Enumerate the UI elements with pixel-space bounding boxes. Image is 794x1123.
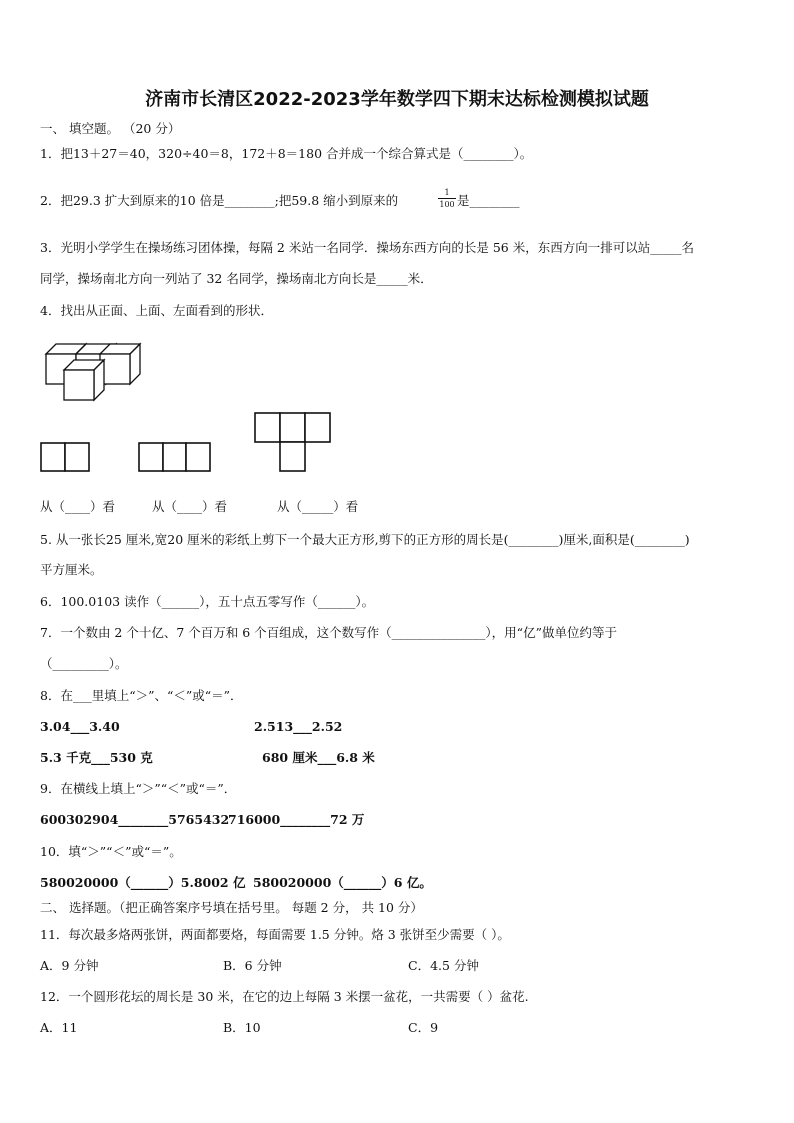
- question-11-option-c: C．4.5 分钟: [408, 958, 479, 973]
- question-8-item-b: 2.513___2.52: [254, 719, 343, 734]
- question-8-item-a: 3.04___3.40: [40, 719, 120, 734]
- question-2-part1: 2．把29.3 扩大到原来的10 倍是________;把59.8 缩小到原来的: [40, 193, 399, 208]
- question-9-item-a: 600302904________5765432: [40, 812, 230, 827]
- question-11-option-b: B．6 分钟: [223, 958, 282, 973]
- view-shape-b: [138, 442, 211, 472]
- question-10: 10．填“＞”“＜”或“＝”。: [40, 844, 182, 859]
- fraction-numerator: 1: [444, 188, 450, 197]
- question-2-part2: 是________: [457, 193, 520, 208]
- view-label-b: 从（____）看: [152, 499, 228, 514]
- view-shape-a: [40, 442, 90, 472]
- question-12: 12．一个圆形花坛的周长是 30 米，在它的边上每隔 3 米摆一盆花，一共需要（ ）盆花.: [40, 989, 529, 1004]
- question-3-line2: 同学，操场南北方向一列站了 32 名同学，操场南北方向长是_____米．: [40, 271, 433, 286]
- question-10-item-a: 580020000（______）5.8002 亿: [40, 875, 246, 890]
- question-7-line2: （_________）。: [40, 656, 128, 671]
- question-3-line1: 3．光明小学学生在操场练习团体操，每隔 2 米站一名同学．操场东西方向的长是 56 米，东西方向一排可以站_____名: [40, 240, 694, 255]
- section-1-heading: 一、 填空题。 （20 分）: [40, 121, 181, 136]
- question-1: 1．把13＋27＝40，320÷40＝8，172＋8＝180 合并成一个综合算式是（________）。: [40, 146, 533, 161]
- question-7-line1: 7．一个数由 2 个十亿、7 个百万和 6 个百组成，这个数写作（_______________），用“亿”做单位约等于: [40, 625, 617, 640]
- question-8: 8．在___里填上“＞”、“＜”或“＝”．: [40, 688, 243, 703]
- question-12-option-b: B．10: [223, 1020, 261, 1035]
- page-title: 济南市长清区2022-2023学年数学四下期末达标检测模拟试题: [145, 89, 649, 110]
- question-9: 9．在横线上填上“＞”“＜”或“＝”．: [40, 781, 237, 796]
- view-shape-c: [254, 412, 331, 472]
- question-12-option-a: A．11: [40, 1020, 78, 1035]
- question-8-item-c: 5.3 千克___530 克: [40, 750, 153, 765]
- fraction-denominator: 100: [439, 200, 455, 209]
- fraction-bar: [438, 198, 456, 199]
- view-label-c: 从（_____）看: [277, 499, 359, 514]
- question-11-option-a: A．9 分钟: [40, 958, 99, 973]
- cube-solid-figure: [44, 342, 140, 404]
- question-9-item-b: 716000________72 万: [228, 812, 365, 827]
- question-5-line2: 平方厘米。: [40, 562, 103, 577]
- question-6: 6．100.0103 读作（______），五十点五零写作（______）。: [40, 594, 375, 609]
- section-2-heading: 二、 选择题。（把正确答案序号填在括号里。 每题 2 分， 共 10 分）: [40, 900, 423, 915]
- question-10-item-b: 580020000（______）6 亿。: [253, 875, 432, 890]
- question-8-item-d: 680 厘米___6.8 米: [262, 750, 375, 765]
- question-11: 11．每次最多烙两张饼，两面都要烙，每面需要 1.5 分钟。烙 3 张饼至少需要（ ）。: [40, 927, 510, 942]
- question-4: 4．找出从正面、上面、左面看到的形状．: [40, 303, 273, 318]
- question-5-line1: 5. 从一张长25 厘米,宽20 厘米的彩纸上剪下一个最大正方形,剪下的正方形的周长是(________)厘米,面积是(________): [40, 532, 690, 547]
- view-label-a: 从（____）看: [40, 499, 116, 514]
- fraction-1-100: [437, 188, 457, 209]
- question-12-option-c: C．9: [408, 1020, 439, 1035]
